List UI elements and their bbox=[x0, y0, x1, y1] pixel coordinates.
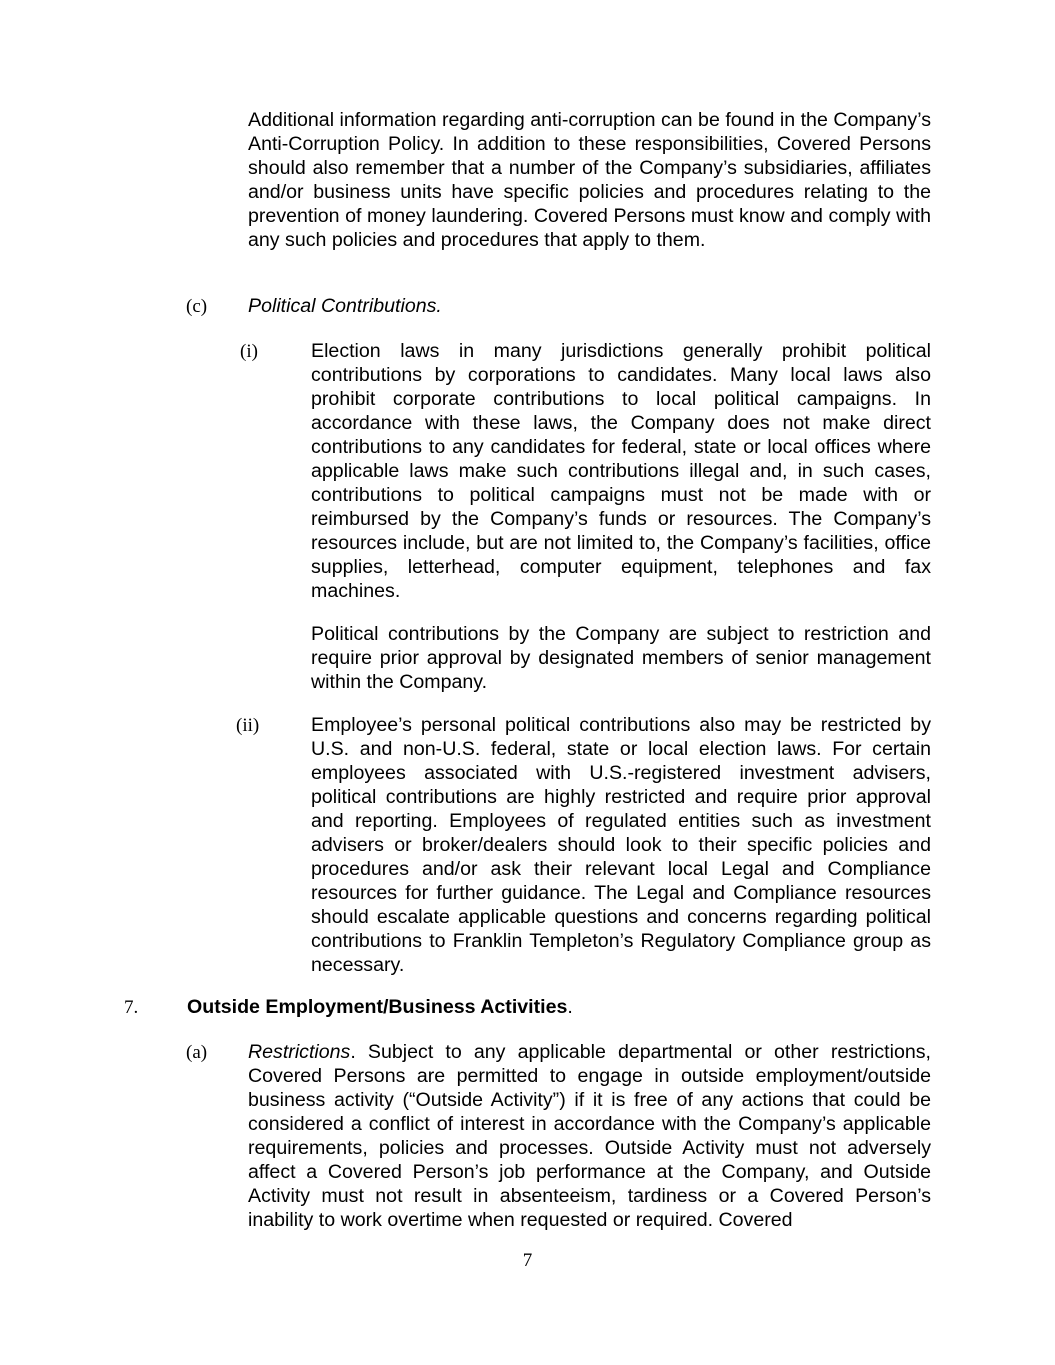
section-7-title: Outside Employment/Business Activities bbox=[187, 996, 568, 1018]
page-number: 7 bbox=[522, 1250, 533, 1271]
item-ii-marker: (ii) bbox=[236, 715, 260, 736]
section-7a-marker: (a) bbox=[186, 1042, 208, 1063]
section-7-title-suffix: . bbox=[567, 996, 573, 1018]
section-c-marker: (c) bbox=[186, 296, 208, 317]
section-c-title: Political Contributions. bbox=[248, 295, 442, 317]
section-7a-paragraph bbox=[248, 1040, 931, 1232]
section-7a-body: . Subject to any applicable departmental or other restrictions, Covered Persons are permitted to engage in outside employment/outside business activity (“Outside Activity”) if it is free of any actions that could be considered a conflict of interest in accordance with the Company’s applicable requirements, policies and processes. Outside Activity must not adversely affect a Covered Person’s job performance at the Company, and Outside Activity must not result in absenteeism, tardiness or a Covered Person’s inability to work overtime when requested or required. Covered bbox=[248, 1041, 931, 1231]
item-i-paragraph-1: Election laws in many jurisdictions generally prohibit political contributions by corporations to candidates. Many local laws also prohibit corporate contributions to local political campaigns. In accordance with these laws, the Company does not make direct contributions to any candidates for federal, state or local offices where applicable laws make such contributions illegal and, in such cases, contributions to political campaigns must not be made with or reimbursed by the Company’s funds or resources. The Company’s resources include, but are not limited to, the Company’s facilities, office supplies, letterhead, computer equipment, telephones and fax machines. bbox=[311, 340, 931, 602]
intro-paragraph: Additional information regarding anti-corruption can be found in the Company’s Anti-Corruption Policy. In addition to these responsibilities, Covered Persons should also remember that a number of the Company’s subsidiaries, affiliates and/or business units have specific policies and procedures relating to the prevention of money laundering. Covered Persons must know and comply with any such policies and procedures that apply to them. bbox=[248, 109, 931, 251]
item-i-paragraph-2: Political contributions by the Company are subject to restriction and require prior approval by designated members of senior management within the Company. bbox=[311, 623, 931, 693]
section-7-heading bbox=[187, 995, 573, 1019]
section-7a-lead: Restrictions bbox=[248, 1041, 351, 1063]
section-7-number: 7. bbox=[124, 997, 139, 1018]
item-ii-paragraph: Employee’s personal political contributions also may be restricted by U.S. and non-U.S. federal, state or local election laws. For certain employees associated with U.S.-registered investment advisers, political contributions are highly restricted and require prior approval and reporting. Employees of regulated entities such as investment advisers or broker/dealers should look to their specific policies and procedures and/or ask their relevant local Legal and Compliance resources for further guidance. The Legal and Compliance resources should escalate applicable questions and concerns regarding political contributions to Franklin Templeton’s Regulatory Compliance group as necessary. bbox=[311, 714, 931, 976]
item-i-marker: (i) bbox=[240, 341, 258, 362]
